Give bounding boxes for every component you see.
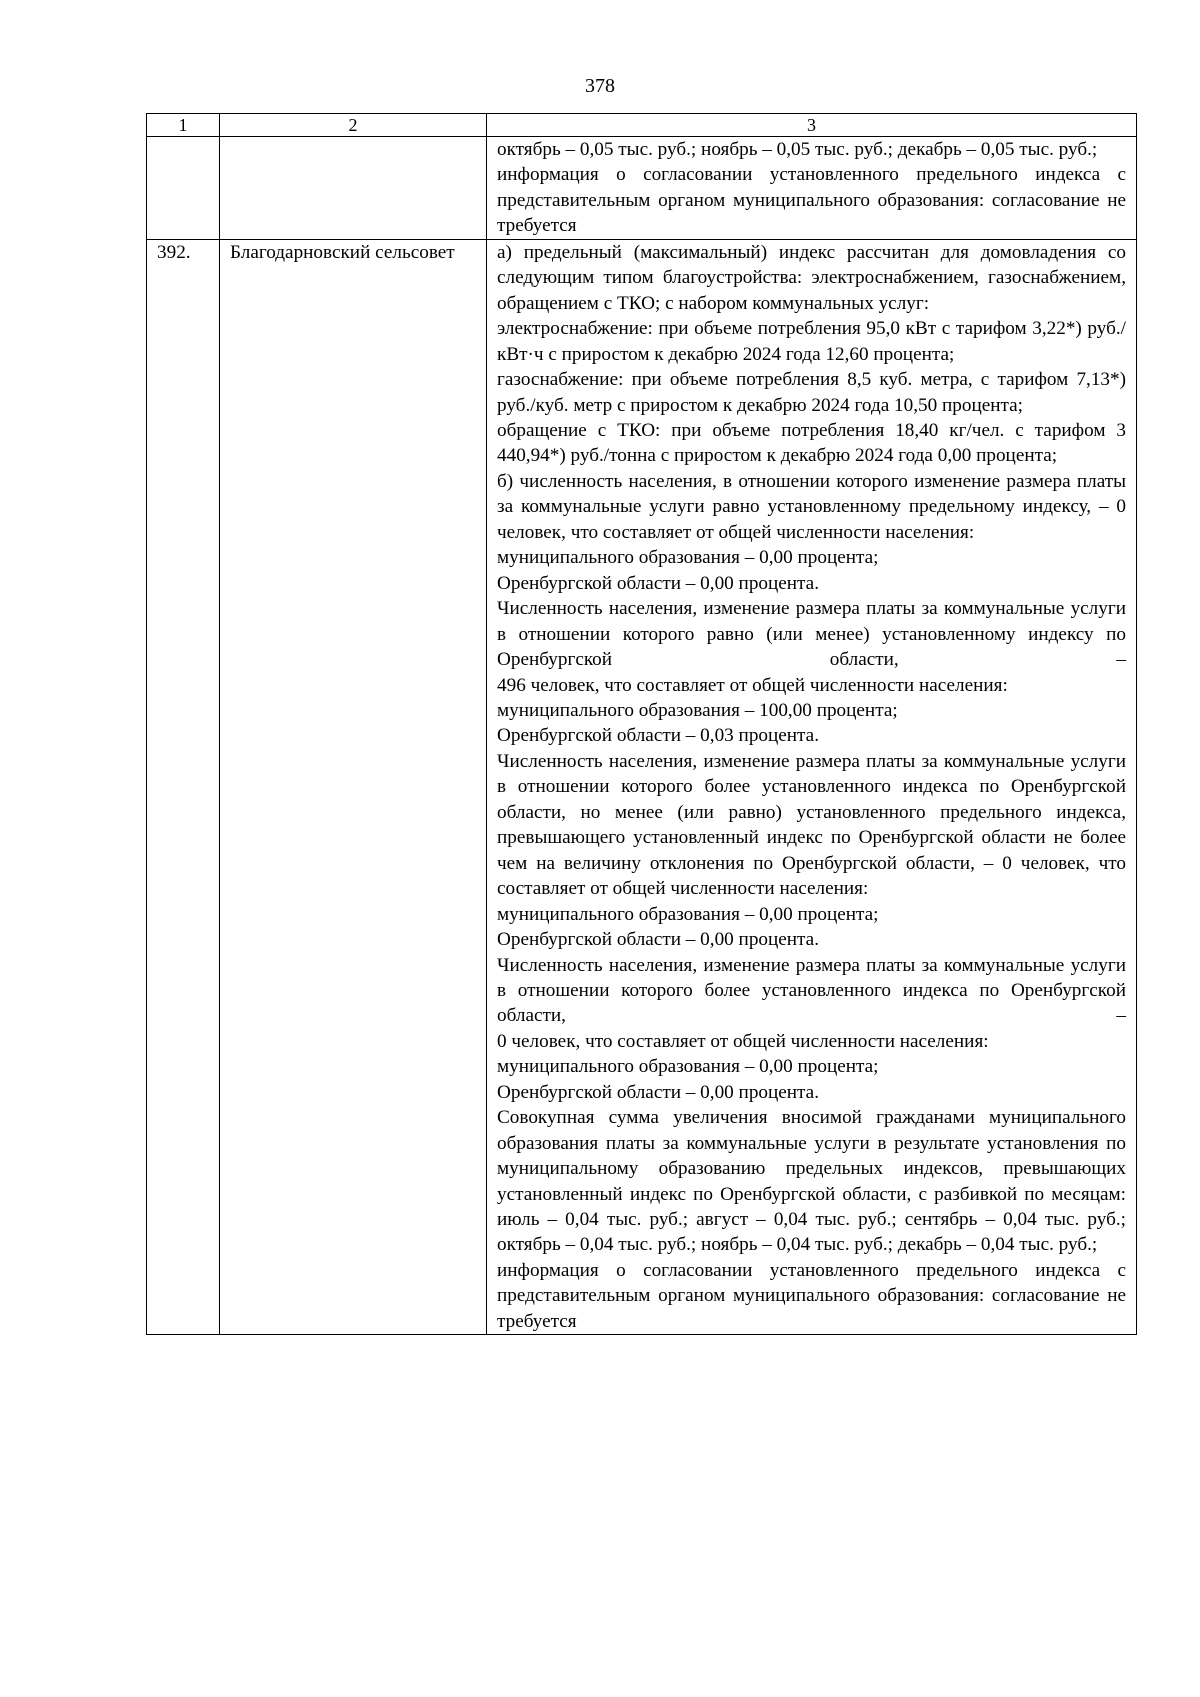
text-line: Численность населения, изменение размера платы за коммунальные услуги в отношении которого более установленного индекса по Оренбургской области, – — [497, 954, 1126, 1027]
text-line: 496 человек, что составляет от общей численности населения: — [497, 674, 1008, 696]
table-row-392 — [147, 239, 1137, 1334]
table-header-row — [147, 114, 1137, 137]
text-line: Численность населения, изменение размера платы за коммунальные услуги в отношении которого более установленного индекса по Оренбургской области, но менее (или равно) установленного предельного индекса, превышающего установленный индекс по Оренбургской области не более чем на величину отклонения по Оренбургской области, – 0 человек, что составляет от общей численности населения: — [497, 750, 1126, 900]
column-header-2: 2 — [220, 114, 487, 137]
text-line: муниципального образования – 0,00 процента; — [497, 903, 879, 925]
text-line: Оренбургской области – 0,00 процента. — [497, 929, 819, 951]
text-line: 0 человек, что составляет от общей численности населения: — [497, 1030, 989, 1052]
text-line: обращение с ТКО: при объеме потребления 18,40 кг/чел. с тарифом 3 440,94*) руб./тонна с приростом к декабрю 2024 года 0,00 процента; — [497, 419, 1126, 467]
text-line: Оренбургской области – 0,00 процента. — [497, 572, 819, 594]
row-number-cell: 392. — [147, 239, 220, 1334]
text-line: октябрь – 0,05 тыс. руб.; ноябрь – 0,05 тыс. руб.; декабрь – 0,05 тыс. руб.; — [497, 139, 1098, 160]
municipality-name-cell: Благодарновский сельсовет — [220, 239, 487, 1334]
text-line: информация о согласовании установленного предельного индекса с представительным органом муниципального образования: согласование не требуется — [497, 164, 1126, 237]
text-line: б) численность населения, в отношении которого изменение размера платы за коммунальные услуги равно установленному предельному индексу, – 0 человек, что составляет от общей численности населения: — [497, 470, 1126, 543]
text-line: Оренбургской области – 0,00 процента. — [497, 1081, 819, 1103]
page-number: 378 — [585, 75, 615, 97]
text-line: а) предельный (максимальный) индекс рассчитан для домовладения со следующим типом благоустройства: электроснабжением, газоснабжением, обращением с ТКО; с набором коммунальных услуг: — [497, 241, 1126, 314]
municipality-name-cell — [220, 137, 487, 240]
text-line: муниципального образования – 0,00 процента; — [497, 1056, 879, 1078]
text-line: электроснабжение: при объеме потребления 95,0 кВт с тарифом 3,22*) руб./кВт·ч с приростом к декабрю 2024 года 12,60 процента; — [497, 318, 1126, 365]
document-table — [146, 113, 1137, 1335]
index-details-cell — [487, 239, 1137, 1334]
text-line: муниципального образования – 100,00 процента; — [497, 699, 898, 721]
column-header-3: 3 — [487, 114, 1137, 137]
text-line: газоснабжение: при объеме потребления 8,5 куб. метра, с тарифом 7,13*) руб./куб. метр с приростом к декабрю 2024 года 10,50 процента; — [497, 369, 1126, 416]
text-line: Численность населения, изменение размера платы за коммунальные услуги в отношении которого равно (или менее) установленному индексу по Оренбургской области, – — [497, 598, 1126, 671]
text-line: Совокупная сумма увеличения вносимой гражданами муниципального образования платы за коммунальные услуги в результате установления по муниципальному образованию предельных индексов, превышающих установленный индекс по Оренбургской области, с разбивкой по месяцам: июль – 0,04 тыс. руб.; август – 0,04 тыс. руб.; сентябрь – 0,04 тыс. руб.; октябрь – 0,04 тыс. руб.; ноябрь – 0,04 тыс. руб.; декабрь – 0,04 тыс. руб.; — [497, 1107, 1126, 1256]
index-details-cell — [487, 137, 1137, 240]
column-header-1: 1 — [147, 114, 220, 137]
table-row-continuation — [147, 137, 1137, 240]
row-number-cell — [147, 137, 220, 240]
text-line: информация о согласовании установленного предельного индекса с представительным органом муниципального образования: согласование не требуется — [497, 1259, 1126, 1332]
text-line: Оренбургской области – 0,03 процента. — [497, 725, 819, 747]
text-line: муниципального образования – 0,00 процента; — [497, 547, 879, 569]
